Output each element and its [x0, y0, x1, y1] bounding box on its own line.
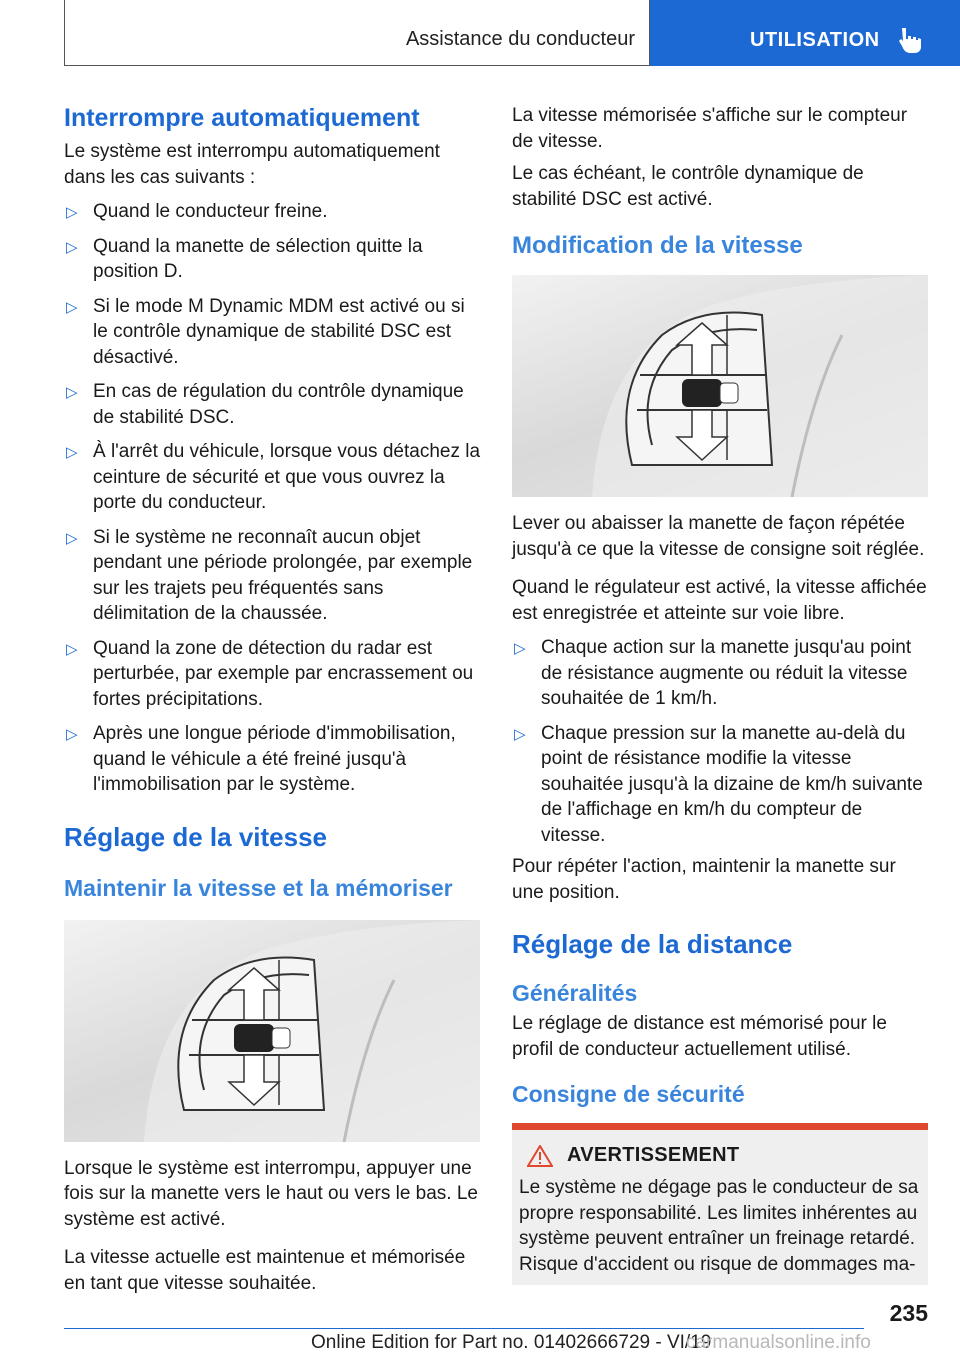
interrupt-list [64, 199, 480, 798]
page-header [64, 0, 960, 66]
steering-control-illustration [512, 275, 928, 497]
warning-box [512, 1123, 928, 1285]
footer-rule [64, 1328, 864, 1329]
paragraph-lever: Lever ou abaisser la manette de façon répétée jusqu'à ce que la vitesse de consigne soit réglée. [512, 513, 925, 560]
triangle-bullet-icon: ▷ [66, 384, 78, 401]
paragraph-interrupted: Lorsque le système est interrompu, appuyer une fois sur la manette vers le haut ou vers le bas. Le système est activé. [64, 1157, 478, 1230]
left-column [64, 100, 480, 1296]
list-item: ▷ À l'arrêt du véhicule, lorsque vous détachez la ceinture de sécurité et que vous ouvrez la porte du conducteur. [66, 441, 481, 513]
triangle-bullet-icon: ▷ [66, 529, 78, 547]
list-item: ▷ Après une longue période d'immobilisation, quand le véhicule a été freiné jusqu'à l'immobilisation par le système. [66, 723, 456, 795]
paragraph-shown: La vitesse mémorisée s'affiche sur le compteur de vitesse. [512, 105, 908, 152]
heading-general: Généralités [512, 980, 638, 1006]
warning-text: Le système ne dégage pas le conducteur de sa propre responsabilité. Les limites inhérentes au système peuvent entraîner un freinage retardé. Risque d'accident ou risque de dommages ma- [519, 1177, 919, 1275]
list-item: ▷ Quand la zone de détection du radar est perturbée, par exemple par encrassement ou fortes précipitations. [66, 637, 474, 710]
list-item: ▷ Quand la manette de sélection quitte la position D. [66, 235, 423, 282]
list-item: ▷ Si le mode M Dynamic MDM est activé ou si le contrôle dynamique de stabilité DSC est désactivé. [66, 295, 465, 368]
steering-wheel-figure-2 [512, 275, 928, 497]
steering-wheel-figure [64, 920, 480, 1142]
warning-title: AVERTISSEMENT [567, 1144, 740, 1166]
pointing-hand-icon [898, 26, 924, 54]
triangle-bullet-icon: ▷ [66, 726, 78, 743]
heading-modify: Modification de la vitesse [512, 232, 803, 259]
warning-title-row [519, 1144, 920, 1167]
triangle-bullet-icon: ▷ [66, 444, 78, 461]
chapter-tab[interactable] [650, 0, 960, 66]
triangle-bullet-icon: ▷ [66, 298, 78, 316]
list-item: ▷ En cas de régulation du contrôle dynamique de stabilité DSC. [66, 381, 464, 428]
paragraph-dsc: Le cas échéant, le contrôle dynamique de stabilité DSC est activé. [512, 163, 864, 210]
triangle-bullet-icon: ▷ [66, 204, 78, 221]
modify-list [512, 635, 928, 848]
heading-distance: Réglage de la distance [512, 929, 793, 959]
triangle-bullet-icon: ▷ [514, 640, 526, 657]
list-item: ▷ Chaque action sur la manette jusqu'au point de résistance augmente ou réduit la vitesse souhaitée de 1 km/h. [514, 637, 912, 709]
edition-text: Online Edition for Part no. 01402666729 - VI/19 [311, 1332, 712, 1353]
paragraph-repeat: Pour répéter l'action, maintenir la manette sur une position. [512, 856, 896, 903]
right-column [512, 100, 928, 1285]
watermark-text: carmanualsonline.info [686, 1332, 871, 1353]
list-item: ▷ Chaque pression sur la manette au-delà du point de résistance modifie la vitesse souhaitée jusqu'à la dizaine de km/h suivante de l'affichage en km/h du compteur de vitesse. [514, 722, 923, 846]
triangle-bullet-icon: ▷ [514, 725, 526, 743]
list-item: ▷ Quand le conducteur freine. [64, 199, 480, 225]
warning-triangle-icon [527, 1145, 553, 1167]
steering-control-illustration [64, 920, 480, 1142]
triangle-bullet-icon: ▷ [66, 238, 78, 256]
list-item: ▷ Si le système ne reconnaît aucun objet pendant une période prolongée, par exemple sur les trajets peu fréquentés sans délimitation de la chaussée. [66, 526, 473, 624]
interrupt-intro: Le système est interrompu automatiquement dans les cas suivants : [64, 141, 440, 188]
page-number: 235 [889, 1300, 928, 1326]
paragraph-general: Le réglage de distance est mémorisé pour le profil de conducteur actuellement utilisé. [512, 1013, 887, 1060]
chapter-label: UTILISATION [750, 29, 880, 51]
paragraph-regulator: Quand le régulateur est activé, la vitesse affichée est enregistrée et atteinte sur voie libre. [512, 577, 927, 624]
heading-speed: Réglage de la vitesse [64, 821, 328, 852]
heading-maintain: Maintenir la vitesse et la mémoriser [64, 874, 453, 901]
section-title: Assistance du conducteur [405, 28, 635, 50]
heading-interrupt: Interrompre automatiquement [64, 104, 420, 132]
triangle-bullet-icon: ▷ [66, 640, 78, 658]
paragraph-current: La vitesse actuelle est maintenue et mémorisée en tant que vitesse souhaitée. [64, 1247, 466, 1294]
heading-safety: Consigne de sécurité [512, 1081, 745, 1107]
